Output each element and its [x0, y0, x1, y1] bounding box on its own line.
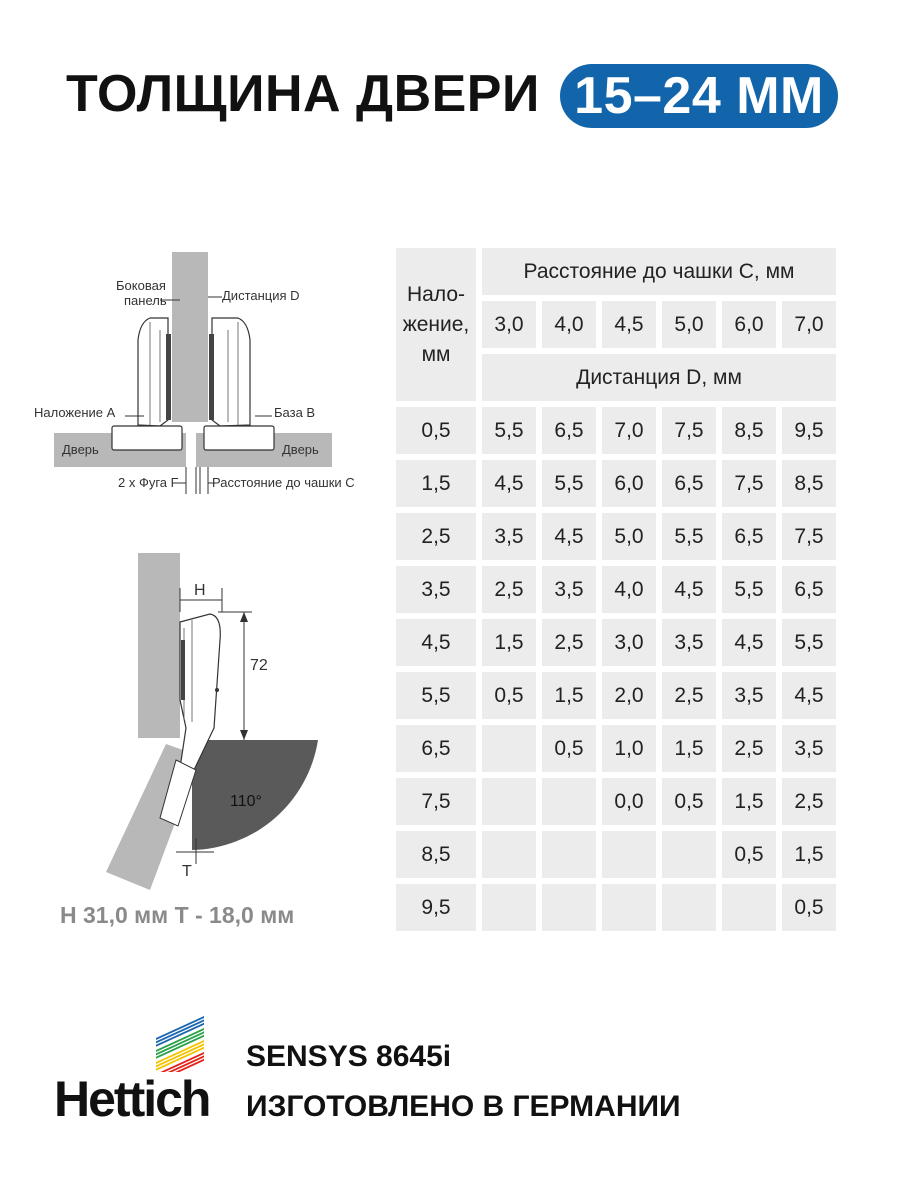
- t-label: T: [182, 863, 192, 880]
- overlay-value-cell: 7,5: [396, 778, 476, 825]
- hinge-diagrams: [0, 0, 390, 900]
- distance-value-cell: 7,0: [602, 407, 656, 454]
- door-right-label: Дверь: [282, 442, 319, 457]
- distance-value-cell: 7,5: [662, 407, 716, 454]
- cup-value-cell: 3,0: [482, 301, 536, 348]
- cup-value-cell: 6,0: [722, 301, 776, 348]
- gap-f-label: 2 x Фуга F: [118, 475, 179, 490]
- dimension-72: 72: [250, 657, 268, 674]
- overlay-value-cell: 1,5: [396, 460, 476, 507]
- made-in-label: ИЗГОТОВЛЕНО В ГЕРМАНИИ: [246, 1090, 681, 1123]
- distance-value-cell: 1,5: [662, 725, 716, 772]
- distance-value-cell: 0,0: [602, 778, 656, 825]
- distance-value-cell: 4,5: [482, 460, 536, 507]
- distance-value-cell: 5,5: [542, 460, 596, 507]
- bottom-hinge-diagram: [106, 553, 318, 890]
- distance-value-cell: 1,0: [602, 725, 656, 772]
- distance-value-cell: 2,5: [542, 619, 596, 666]
- distance-value-cell: 7,5: [722, 460, 776, 507]
- cup-value-cell: 4,0: [542, 301, 596, 348]
- overlay-value-cell: 4,5: [396, 619, 476, 666]
- distance-value-cell: 3,0: [602, 619, 656, 666]
- cup-value-cell: 4,5: [602, 301, 656, 348]
- distance-value-cell: 6,0: [602, 460, 656, 507]
- distance-value-cell: 4,0: [602, 566, 656, 613]
- distance-value-cell: [602, 831, 656, 878]
- overlay-value-cell: 6,5: [396, 725, 476, 772]
- distance-value-cell: 1,5: [482, 619, 536, 666]
- distance-value-cell: 3,5: [722, 672, 776, 719]
- distance-d-label: Дистанция D: [222, 288, 300, 303]
- distance-value-cell: 5,0: [602, 513, 656, 560]
- distance-value-cell: 0,5: [782, 884, 836, 931]
- distance-value-cell: [722, 884, 776, 931]
- distance-value-cell: 4,5: [782, 672, 836, 719]
- distance-value-cell: [482, 831, 536, 878]
- distance-value-cell: 3,5: [662, 619, 716, 666]
- distance-value-cell: 6,5: [782, 566, 836, 613]
- overlay-a-label: Наложение A: [34, 405, 116, 420]
- hinge-dimensions-caption: H 31,0 мм T - 18,0 мм: [60, 902, 295, 928]
- overlay-value-cell: 2,5: [396, 513, 476, 560]
- distance-value-cell: 2,5: [782, 778, 836, 825]
- distance-value-cell: 7,5: [782, 513, 836, 560]
- product-name: SENSYS 8645i: [246, 1040, 452, 1073]
- cup-distance-header: Расстояние до чашки C, мм: [482, 248, 836, 295]
- distance-value-cell: 6,5: [542, 407, 596, 454]
- cup-distance-label: Расстояние до чашки C: [212, 475, 355, 490]
- overlay-header: [396, 248, 476, 401]
- distance-value-cell: [542, 778, 596, 825]
- side-panel-label-2: панель: [124, 293, 167, 308]
- distance-value-cell: 2,0: [602, 672, 656, 719]
- overlay-table: [396, 248, 836, 934]
- distance-value-cell: 8,5: [782, 460, 836, 507]
- base-b-label: База B: [274, 405, 316, 420]
- distance-value-cell: 9,5: [782, 407, 836, 454]
- distance-d-header: Дистанция D, мм: [482, 354, 836, 401]
- distance-value-cell: [482, 778, 536, 825]
- overlay-header-line2: жение,: [402, 312, 470, 336]
- distance-value-cell: [662, 884, 716, 931]
- h-label: H: [194, 582, 206, 599]
- distance-value-cell: 3,5: [542, 566, 596, 613]
- distance-value-cell: 5,5: [782, 619, 836, 666]
- distance-value-cell: 8,5: [722, 407, 776, 454]
- distance-value-cell: 1,5: [722, 778, 776, 825]
- distance-value-cell: 2,5: [662, 672, 716, 719]
- distance-value-cell: 4,5: [662, 566, 716, 613]
- side-panel-label-1: Боковая: [116, 278, 166, 293]
- angle-label: 110°: [230, 793, 262, 810]
- overlay-header-line1: Нало-: [406, 282, 465, 306]
- distance-value-cell: [482, 725, 536, 772]
- distance-value-cell: [482, 884, 536, 931]
- distance-value-cell: 0,5: [722, 831, 776, 878]
- overlay-value-cell: 5,5: [396, 672, 476, 719]
- brand-logo: Hettich: [54, 1071, 210, 1127]
- distance-value-cell: 5,5: [662, 513, 716, 560]
- overlay-value-cell: 3,5: [396, 566, 476, 613]
- distance-value-cell: [662, 831, 716, 878]
- distance-value-cell: 0,5: [482, 672, 536, 719]
- distance-value-cell: [542, 884, 596, 931]
- distance-value-cell: 2,5: [482, 566, 536, 613]
- distance-value-cell: 1,5: [542, 672, 596, 719]
- distance-value-cell: 4,5: [722, 619, 776, 666]
- overlay-value-cell: 0,5: [396, 407, 476, 454]
- distance-value-cell: 6,5: [662, 460, 716, 507]
- overlay-value-cell: 9,5: [396, 884, 476, 931]
- cup-value-cell: 7,0: [782, 301, 836, 348]
- distance-value-cell: 0,5: [662, 778, 716, 825]
- top-hinge-diagram: [34, 252, 355, 494]
- thickness-badge: 15–24 ММ: [560, 64, 838, 128]
- page-title: ТОЛЩИНА ДВЕРИ: [66, 65, 540, 123]
- distance-value-cell: 4,5: [542, 513, 596, 560]
- door-left-label: Дверь: [62, 442, 99, 457]
- distance-value-cell: [542, 831, 596, 878]
- distance-value-cell: 1,5: [782, 831, 836, 878]
- side-panel-shape: [172, 252, 208, 422]
- distance-value-cell: 5,5: [482, 407, 536, 454]
- cup-value-cell: 5,0: [662, 301, 716, 348]
- distance-value-cell: 5,5: [722, 566, 776, 613]
- distance-value-cell: 3,5: [482, 513, 536, 560]
- distance-value-cell: [602, 884, 656, 931]
- overlay-header-line3: мм: [421, 342, 451, 366]
- overlay-value-cell: 8,5: [396, 831, 476, 878]
- distance-value-cell: 6,5: [722, 513, 776, 560]
- distance-value-cell: 3,5: [782, 725, 836, 772]
- distance-value-cell: 2,5: [722, 725, 776, 772]
- hettich-stripes-logo: [148, 1016, 208, 1072]
- distance-value-cell: 0,5: [542, 725, 596, 772]
